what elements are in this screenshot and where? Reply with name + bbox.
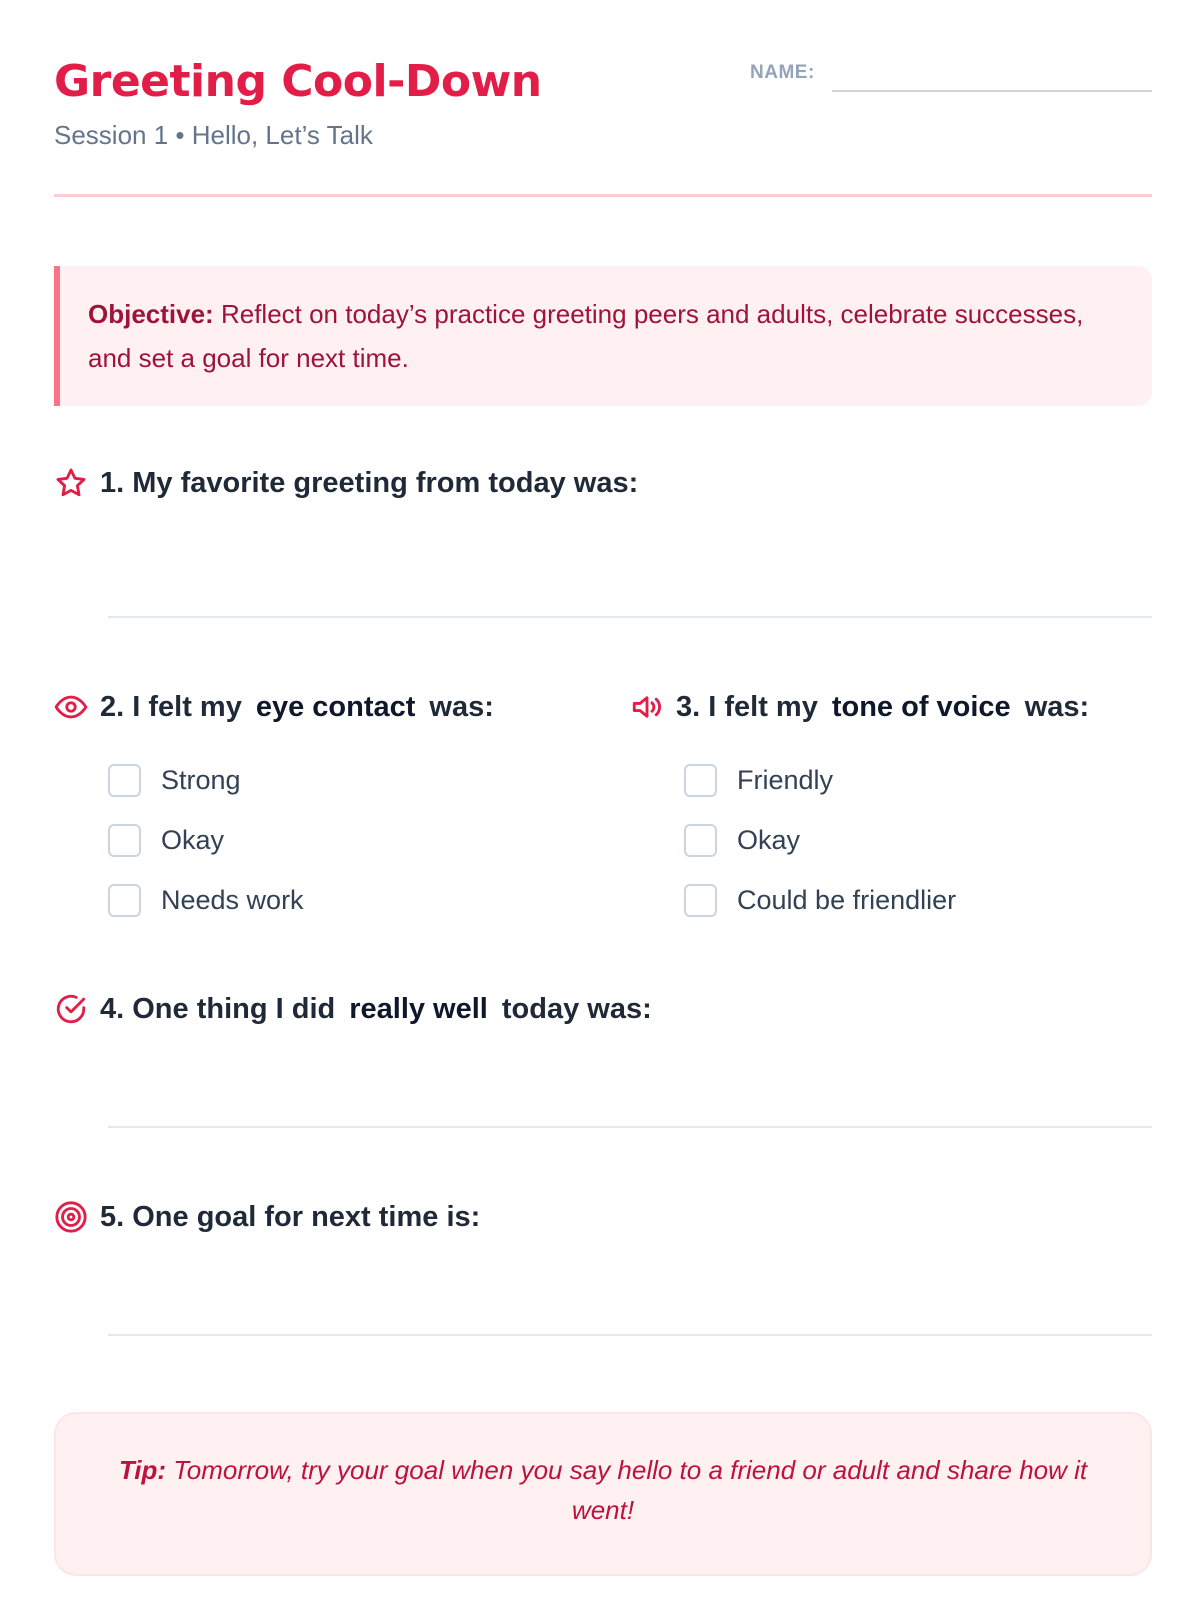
answer-line-5[interactable]: [108, 1334, 1152, 1336]
page-subtitle: Session 1 • Hello, Let’s Talk: [54, 120, 373, 150]
objective-text: Reflect on today’s practice greeting peers and adults, celebrate successes, and set a goal for next time.: [88, 299, 1084, 373]
question-4: [54, 992, 652, 1026]
question-4-before: 4. One thing I did: [100, 992, 336, 1025]
speaker-icon: [630, 690, 664, 724]
option-label: Okay: [161, 824, 225, 855]
answer-line-1[interactable]: [108, 616, 1152, 618]
option-label: Could be friendlier: [737, 884, 957, 915]
tip-text: Tomorrow, try your goal when you say hello to a friend or adult and share how it went!: [173, 1455, 1088, 1525]
option-label: Needs work: [161, 884, 304, 915]
option-okay[interactable]: [684, 810, 956, 870]
checkbox[interactable]: [684, 764, 717, 797]
question-1-text: 1. My favorite greeting from today was:: [100, 466, 639, 499]
option-label: Friendly: [737, 764, 834, 795]
target-icon: [54, 1200, 88, 1234]
objective-label: Objective:: [88, 299, 214, 329]
question-5: [54, 1200, 480, 1234]
tip-box: [54, 1412, 1152, 1576]
checkbox[interactable]: [684, 884, 717, 917]
checkbox[interactable]: [108, 884, 141, 917]
question-3-after: was:: [1024, 690, 1090, 723]
tip-label: Tip:: [118, 1455, 167, 1485]
objective-box: [54, 266, 1152, 406]
page-title: Greeting Cool-Down: [54, 56, 542, 107]
checkbox[interactable]: [108, 764, 141, 797]
question-2-emphasis: eye contact: [255, 690, 416, 723]
option-label: Okay: [737, 824, 801, 855]
worksheet-page: [54, 0, 1152, 1600]
question-5-text: 5. One goal for next time is:: [100, 1200, 481, 1233]
question-1: [54, 466, 638, 500]
option-could-be-friendlier[interactable]: [684, 870, 956, 930]
checkbox[interactable]: [108, 824, 141, 857]
star-icon: [54, 466, 88, 500]
eye-contact-options: [108, 750, 304, 930]
question-3-before: 3. I felt my: [676, 690, 818, 723]
question-3: [630, 690, 1089, 724]
question-4-emphasis: really well: [349, 992, 488, 1025]
option-strong[interactable]: [108, 750, 304, 810]
question-4-after: today was:: [501, 992, 652, 1025]
answer-line-4[interactable]: [108, 1126, 1152, 1128]
option-friendly[interactable]: [684, 750, 956, 810]
checkbox[interactable]: [684, 824, 717, 857]
question-2-before: 2. I felt my: [100, 690, 242, 723]
eye-icon: [54, 690, 88, 724]
question-3-emphasis: tone of voice: [831, 690, 1011, 723]
option-label: Strong: [161, 764, 241, 795]
option-needs-work[interactable]: [108, 870, 304, 930]
header: [54, 52, 1152, 152]
tone-of-voice-options: [684, 750, 956, 930]
name-label: NAME:: [750, 62, 815, 83]
option-okay[interactable]: [108, 810, 304, 870]
question-2: [54, 690, 494, 724]
name-field[interactable]: [832, 90, 1152, 92]
question-2-after: was:: [429, 690, 494, 723]
header-divider: [54, 194, 1152, 197]
check-circle-icon: [54, 992, 88, 1026]
